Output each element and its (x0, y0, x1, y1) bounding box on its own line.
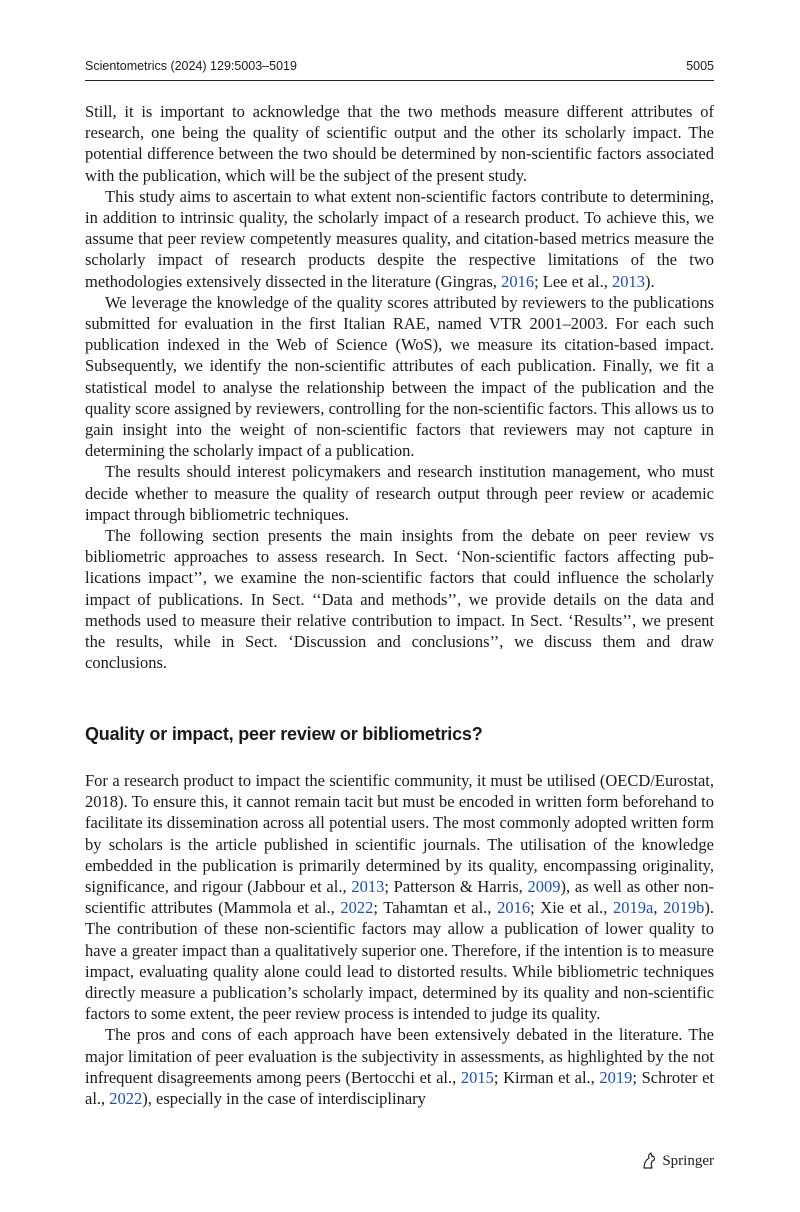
paragraph: Still, it is important to acknowledge that the two methods measure different attributes of research, one being the quality of scientific output and the other its scholarly impact. The potential difference between the two should be determined by non-scientific factors associated with the publication, which will be the subject of the present study. (85, 102, 714, 185)
running-header (85, 58, 714, 81)
citation-link[interactable]: 2019 (599, 1067, 633, 1087)
text-run: ), especially in the case of interdisciplinary (142, 1089, 426, 1109)
text-run: ), as well as other non-scientific attributes (Mammola et al., (85, 877, 714, 918)
text-run: ; Tahamtan et al., (373, 898, 498, 918)
paragraph (85, 186, 714, 292)
paragraph: We leverage the knowledge of the quality scores attributed by reviewers to the publications submitted for evaluation in the first Italian RAE, named VTR 2001–2003. For each such publication indexed in the Web of Science (WoS), we measure its citation-based impact. Subsequently, we identify the non-scientific attributes of each publication. Finally, we fit a statistical model to analyse the relationship between the impact of the publication and the quality score assigned by reviewers, controlling for the non-scientific factors. This allows us to gain insight into the weight of non-scientific factors that reviewers may not capture in determining the scholarly impact of a publication. (85, 292, 714, 461)
citation-link[interactable]: 2009 (527, 877, 561, 897)
text-run: ). The contribution of these non-scientific factors may allow a publication of lower quality to have a greater impact than a qualitatively superior one. Therefore, if the intention is to measure impact, evaluating quality alone could lead to distorted results. While bibliometric techniques directly measure a publication’s scholarly impact, determined by its quality and non-scientific factors to some extent, the peer review process is intended to judge its quality. (85, 898, 714, 1024)
text-run: ; Xie et al., (530, 898, 614, 918)
citation-link[interactable]: 2022 (340, 898, 374, 918)
text-run: ; Lee et al., (534, 271, 612, 291)
citation-link[interactable]: 2013 (611, 271, 645, 291)
text-run: The pros and cons of each approach have been extensively debated in the literature. The major limitation of peer evaluation is the subjectivity in assessments, as highlighted by the not infrequent disagreements among peers (Bertocchi et al., (85, 1025, 714, 1087)
citation-link[interactable]: 2015 (460, 1067, 494, 1087)
paragraph: The results should interest policymakers and research institution management, who must decide whether to measure the quality of research output through peer review or academic impact through bibliometric techniques. (85, 462, 714, 524)
citation-link[interactable]: 2013 (351, 877, 385, 897)
section-text (85, 770, 714, 1109)
text-run: ). (644, 271, 655, 291)
page-number: 5005 (686, 59, 714, 73)
section-heading: Quality or impact, peer review or bibliometrics? (85, 724, 483, 744)
text-run: ; Schroter et al., (85, 1067, 715, 1109)
text-run: This study aims to ascertain to what extent non-scientific factors contribute to determining, in addition to intrinsic quality, the scholarly impact of a research product. To achieve this, we assume that peer review competently measures quality, and citation-based metrics measure the scholarly impact of research products despite the respective limitations of the two methodologies extensively dissected in the literature (Gingras, (85, 186, 714, 291)
publisher-footer (641, 1152, 714, 1170)
citation-link[interactable]: 2019a (613, 898, 654, 918)
citation-link[interactable]: 2016 (497, 898, 531, 918)
text-run: ; Patterson & Harris, (384, 877, 528, 897)
paragraph: The following section presents the main insights from the debate on peer review vs bibliometric approaches to assess research. In Sect. ‘Non-scientific factors affecting publications impact’’, we examine the non-scientific factors that could influence the scholarly impact of publications. In Sect. ‘‘Data and methods’’, we provide details on the data and methods used to measure their relative contribution to impact. In Sect. ‘Results’’, we present the results, while in Sect. ‘Discussion and conclusions’’, we discuss them and draw conclusions. (85, 526, 714, 673)
intro-text (85, 101, 714, 673)
paragraph (85, 770, 714, 1024)
text-run: , (653, 898, 664, 918)
springer-horse-icon (641, 1152, 657, 1170)
paragraph (85, 1024, 714, 1109)
citation-link[interactable]: 2019b (663, 898, 705, 918)
publisher-name: Springer (662, 1152, 714, 1169)
text-run: ; Kirman et al., (493, 1067, 600, 1087)
citation-link[interactable]: 2016 (501, 271, 535, 291)
citation-link[interactable]: 2022 (109, 1089, 143, 1109)
journal-citation: Scientometrics (2024) 129:5003–5019 (85, 59, 297, 73)
text-run: For a research product to impact the scientific community, it must be utilised (OECD/Eurostat, 2018). To ensure this, it cannot remain tacit but must be encoded in written form beforehand to facilitate its dissemination across all potential users. The most commonly adopted written form by scholars is the article published in scientific journals. The utilisation of the knowledge embedded in the publication is primarily determined by its quality, encompassing originality, significance, and rigour (Jabbour et al., (85, 771, 714, 897)
